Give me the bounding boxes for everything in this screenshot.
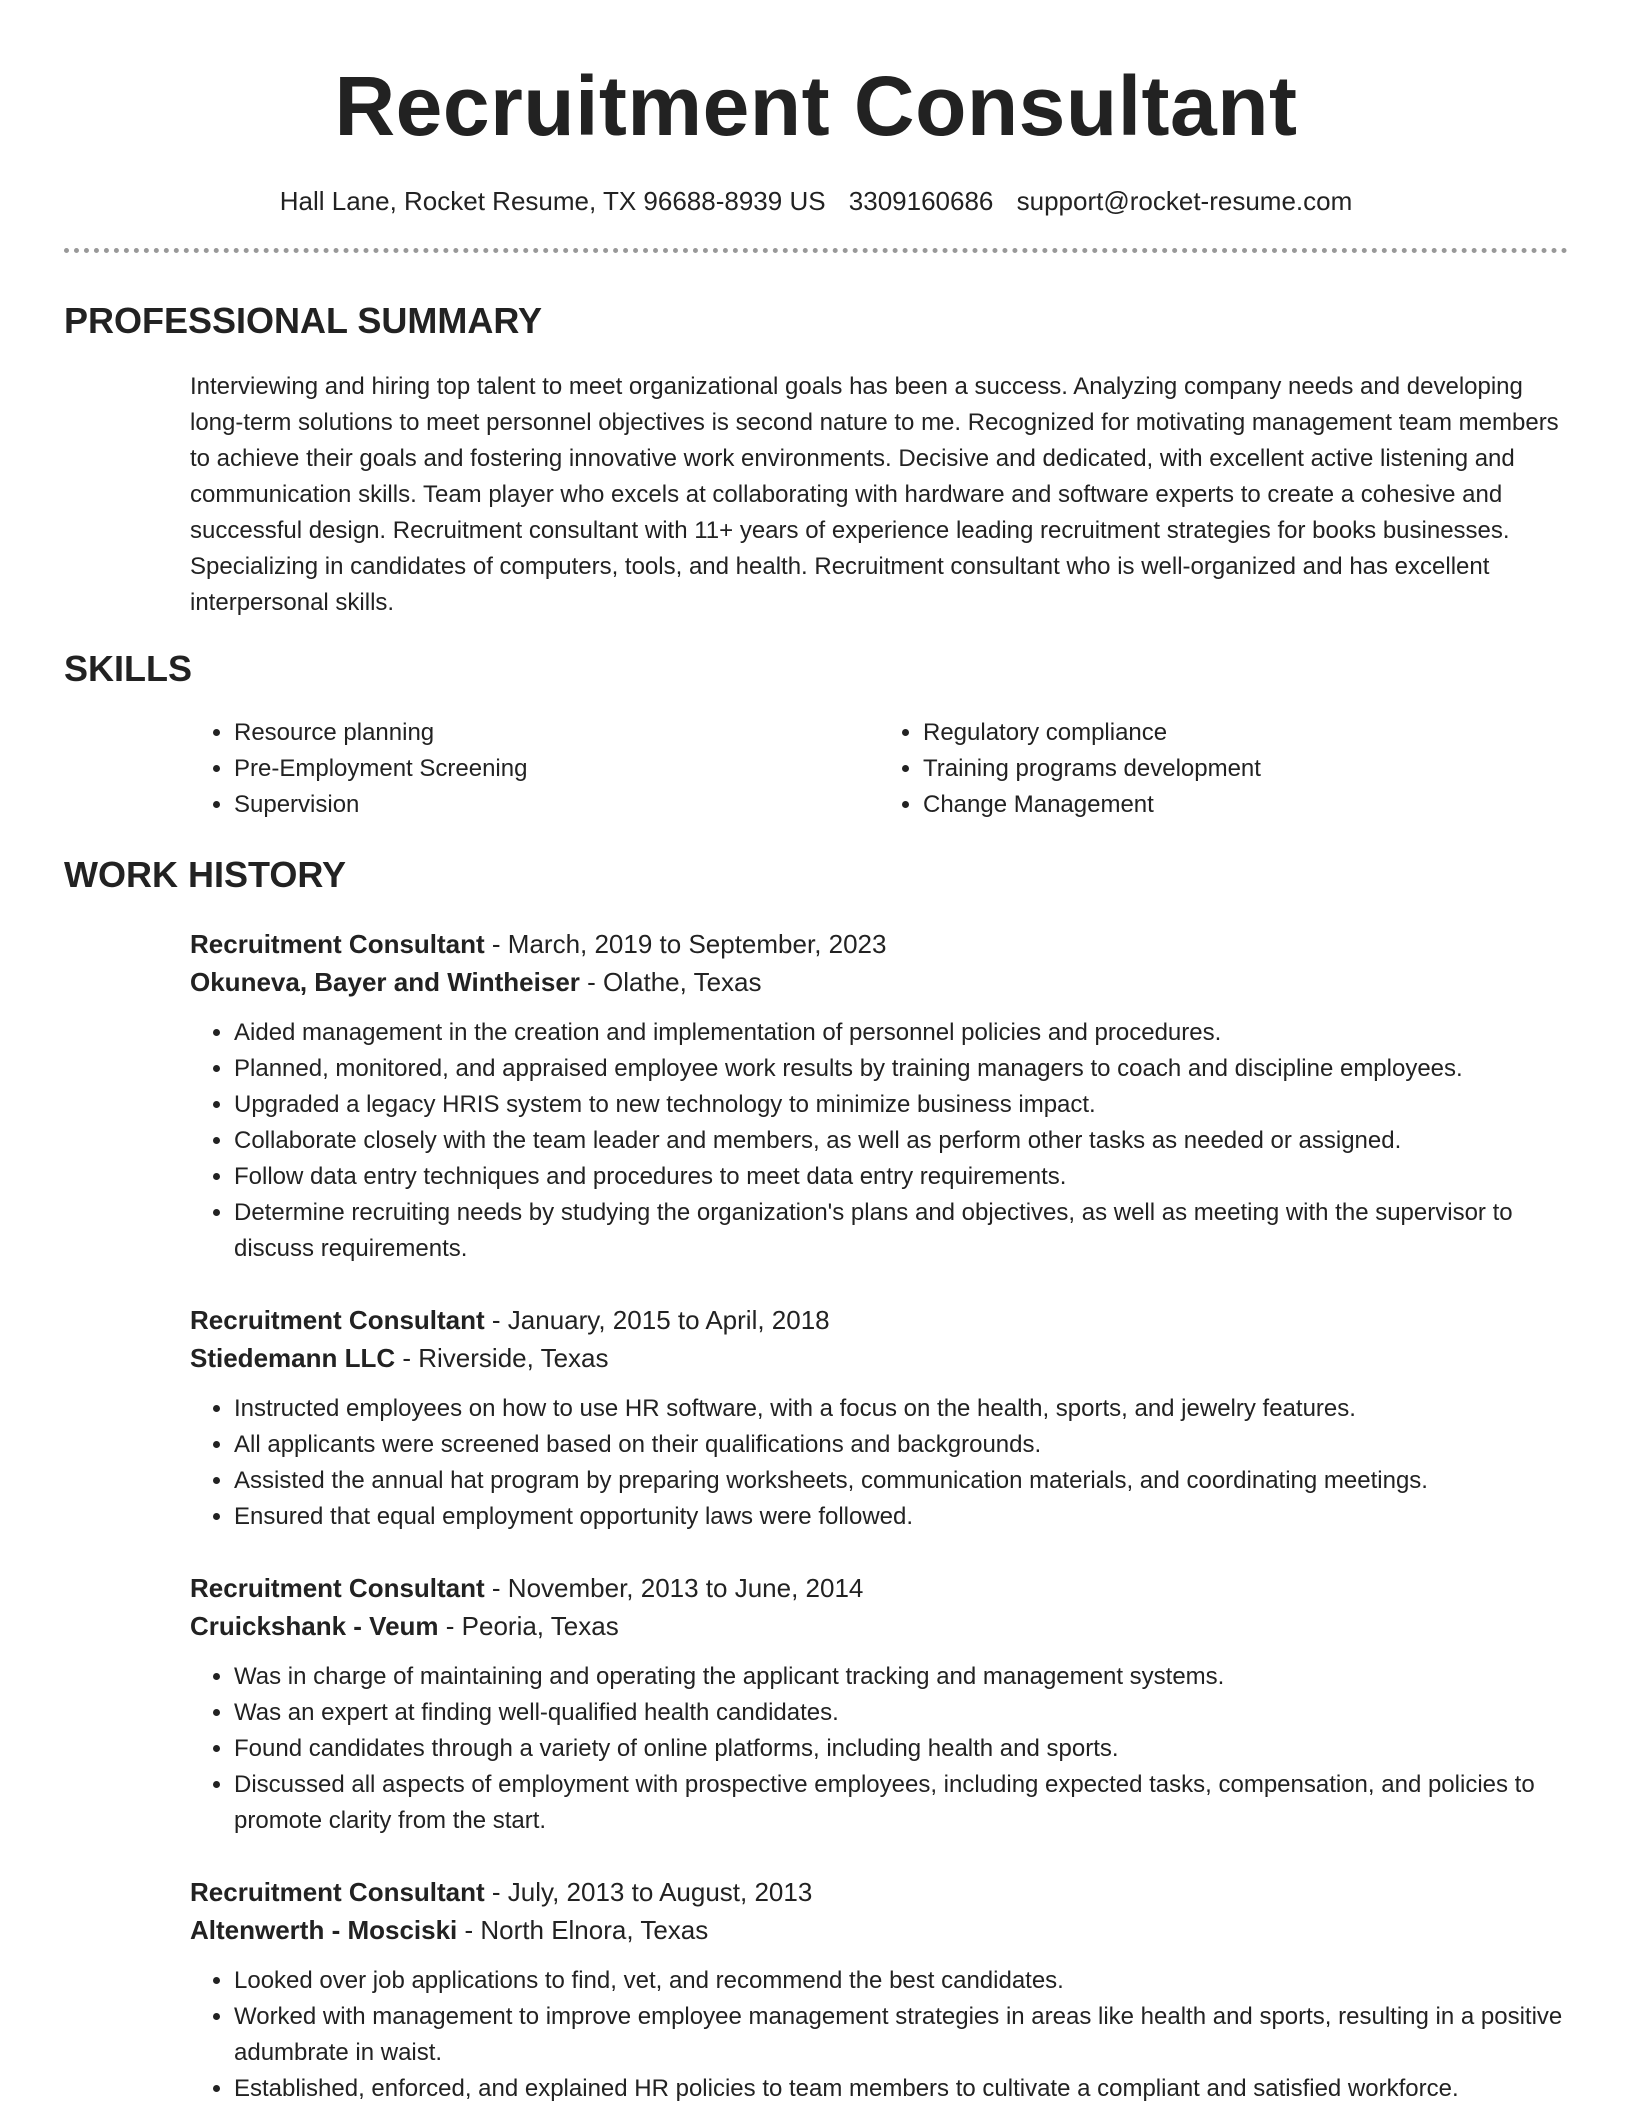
skills-column-right [879, 715, 1568, 823]
job-bullet: • Instructed employees on how to use HR software, with a focus on the health, sports, and jewelry features. [234, 1391, 1568, 1427]
skill-item: • Regulatory compliance [923, 715, 1568, 751]
skill-item: • Change Management [923, 787, 1568, 823]
job-dates: - July, 2013 to August, 2013 [484, 1877, 813, 1907]
skill-item: • Pre-Employment Screening [234, 751, 879, 787]
job-entry [190, 1873, 1568, 2107]
skills-column-left [190, 715, 879, 823]
job-bullets [190, 1015, 1568, 1267]
job-dates: - January, 2015 to April, 2018 [484, 1305, 830, 1335]
contact-phone: 3309160686 [848, 186, 994, 216]
job-location: - Olathe, Texas [579, 967, 762, 997]
job-location: - North Elnora, Texas [457, 1915, 709, 1945]
work-history-heading: WORK HISTORY [64, 854, 347, 895]
job-title-line [190, 925, 1568, 963]
job-bullet: • Was an expert at finding well-qualified health candidates. [234, 1695, 1568, 1731]
job-location: - Peoria, Texas [438, 1611, 619, 1641]
job-bullets [190, 1963, 1568, 2107]
job-title-line [190, 1873, 1568, 1911]
job-bullet: • Ensured that equal employment opportunity laws were followed. [234, 1499, 1568, 1535]
job-company-line [190, 1911, 1568, 1949]
job-role: Recruitment Consultant [190, 1877, 485, 1907]
summary-text: Interviewing and hiring top talent to meet organizational goals has been a success. Analyzing company needs and developing long-term solutions to meet personnel objectives is second nature to me. Recognized for motivating management team members to achieve their goals and fostering innovative work environments. Decisive and dedicated, with excellent active listening and communication skills. Team player who excels at collaborating with hardware and software experts to create a cohesive and successful design. Recruitment consultant with 11+ years of experience leading recruitment strategies for books businesses. Specializing in candidates of computers, tools, and health. Recruitment consultant who is well-organized and has excellent interpersonal skills. [190, 373, 1559, 616]
job-company: Okuneva, Bayer and Wintheiser [190, 967, 580, 997]
job-role: Recruitment Consultant [190, 929, 485, 959]
job-bullet: • Established, enforced, and explained HR policies to team members to cultivate a compliant and satisfied workforce. [234, 2071, 1568, 2107]
job-role: Recruitment Consultant [190, 1573, 485, 1603]
job-bullet: • Follow data entry techniques and procedures to meet data entry requirements. [234, 1159, 1568, 1195]
job-company-line [190, 1607, 1568, 1645]
job-location: - Riverside, Texas [395, 1343, 609, 1373]
job-entry [190, 1301, 1568, 1535]
contact-line [64, 184, 1568, 218]
job-bullets [190, 1659, 1568, 1839]
skill-item: • Resource planning [234, 715, 879, 751]
job-bullet: • Assisted the annual hat program by preparing worksheets, communication materials, and coordinating meetings. [234, 1463, 1568, 1499]
job-dates: - March, 2019 to September, 2023 [484, 929, 887, 959]
job-company-line [190, 963, 1568, 1001]
skill-item: • Training programs development [923, 751, 1568, 787]
header-divider [64, 248, 1568, 253]
skill-item: • Supervision [234, 787, 879, 823]
job-bullet: • Worked with management to improve employee management strategies in areas like health and sports, resulting in a positive adumbrate in waist. [234, 1999, 1568, 2071]
job-entry [190, 925, 1568, 1267]
resume-name: Recruitment Consultant [334, 59, 1298, 153]
job-bullet: • Upgraded a legacy HRIS system to new technology to minimize business impact. [234, 1087, 1568, 1123]
job-entry [190, 1569, 1568, 1839]
summary-heading: PROFESSIONAL SUMMARY [64, 300, 543, 341]
job-title-line [190, 1569, 1568, 1607]
job-role: Recruitment Consultant [190, 1305, 485, 1335]
skills-heading: SKILLS [64, 648, 193, 689]
job-company: Altenwerth - Mosciski [190, 1915, 458, 1945]
job-company: Cruickshank - Veum [190, 1611, 439, 1641]
job-bullet: • Planned, monitored, and appraised employee work results by training managers to coach and discipline employees. [234, 1051, 1568, 1087]
job-bullet: • Found candidates through a variety of online platforms, including health and sports. [234, 1731, 1568, 1767]
job-bullet: • Aided management in the creation and implementation of personnel policies and procedures. [234, 1015, 1568, 1051]
contact-email: support@rocket-resume.com [1016, 186, 1353, 216]
job-bullet: • All applicants were screened based on their qualifications and backgrounds. [234, 1427, 1568, 1463]
job-bullet: • Collaborate closely with the team leader and members, as well as perform other tasks as needed or assigned. [234, 1123, 1568, 1159]
job-bullet: • Determine recruiting needs by studying the organization's plans and objectives, as well as meeting with the supervisor to discuss requirements. [234, 1195, 1568, 1267]
skills-list [190, 715, 1568, 823]
job-title-line [190, 1301, 1568, 1339]
job-company: Stiedemann LLC [190, 1343, 396, 1373]
job-bullet: • Discussed all aspects of employment with prospective employees, including expected tasks, compensation, and policies to promote clarity from the start. [234, 1767, 1568, 1839]
job-bullet: • Looked over job applications to find, vet, and recommend the best candidates. [234, 1963, 1568, 1999]
job-dates: - November, 2013 to June, 2014 [484, 1573, 864, 1603]
job-bullets [190, 1391, 1568, 1535]
job-company-line [190, 1339, 1568, 1377]
job-bullet: • Was in charge of maintaining and operating the applicant tracking and management systems. [234, 1659, 1568, 1695]
contact-address: Hall Lane, Rocket Resume, TX 96688-8939 US [279, 186, 826, 216]
